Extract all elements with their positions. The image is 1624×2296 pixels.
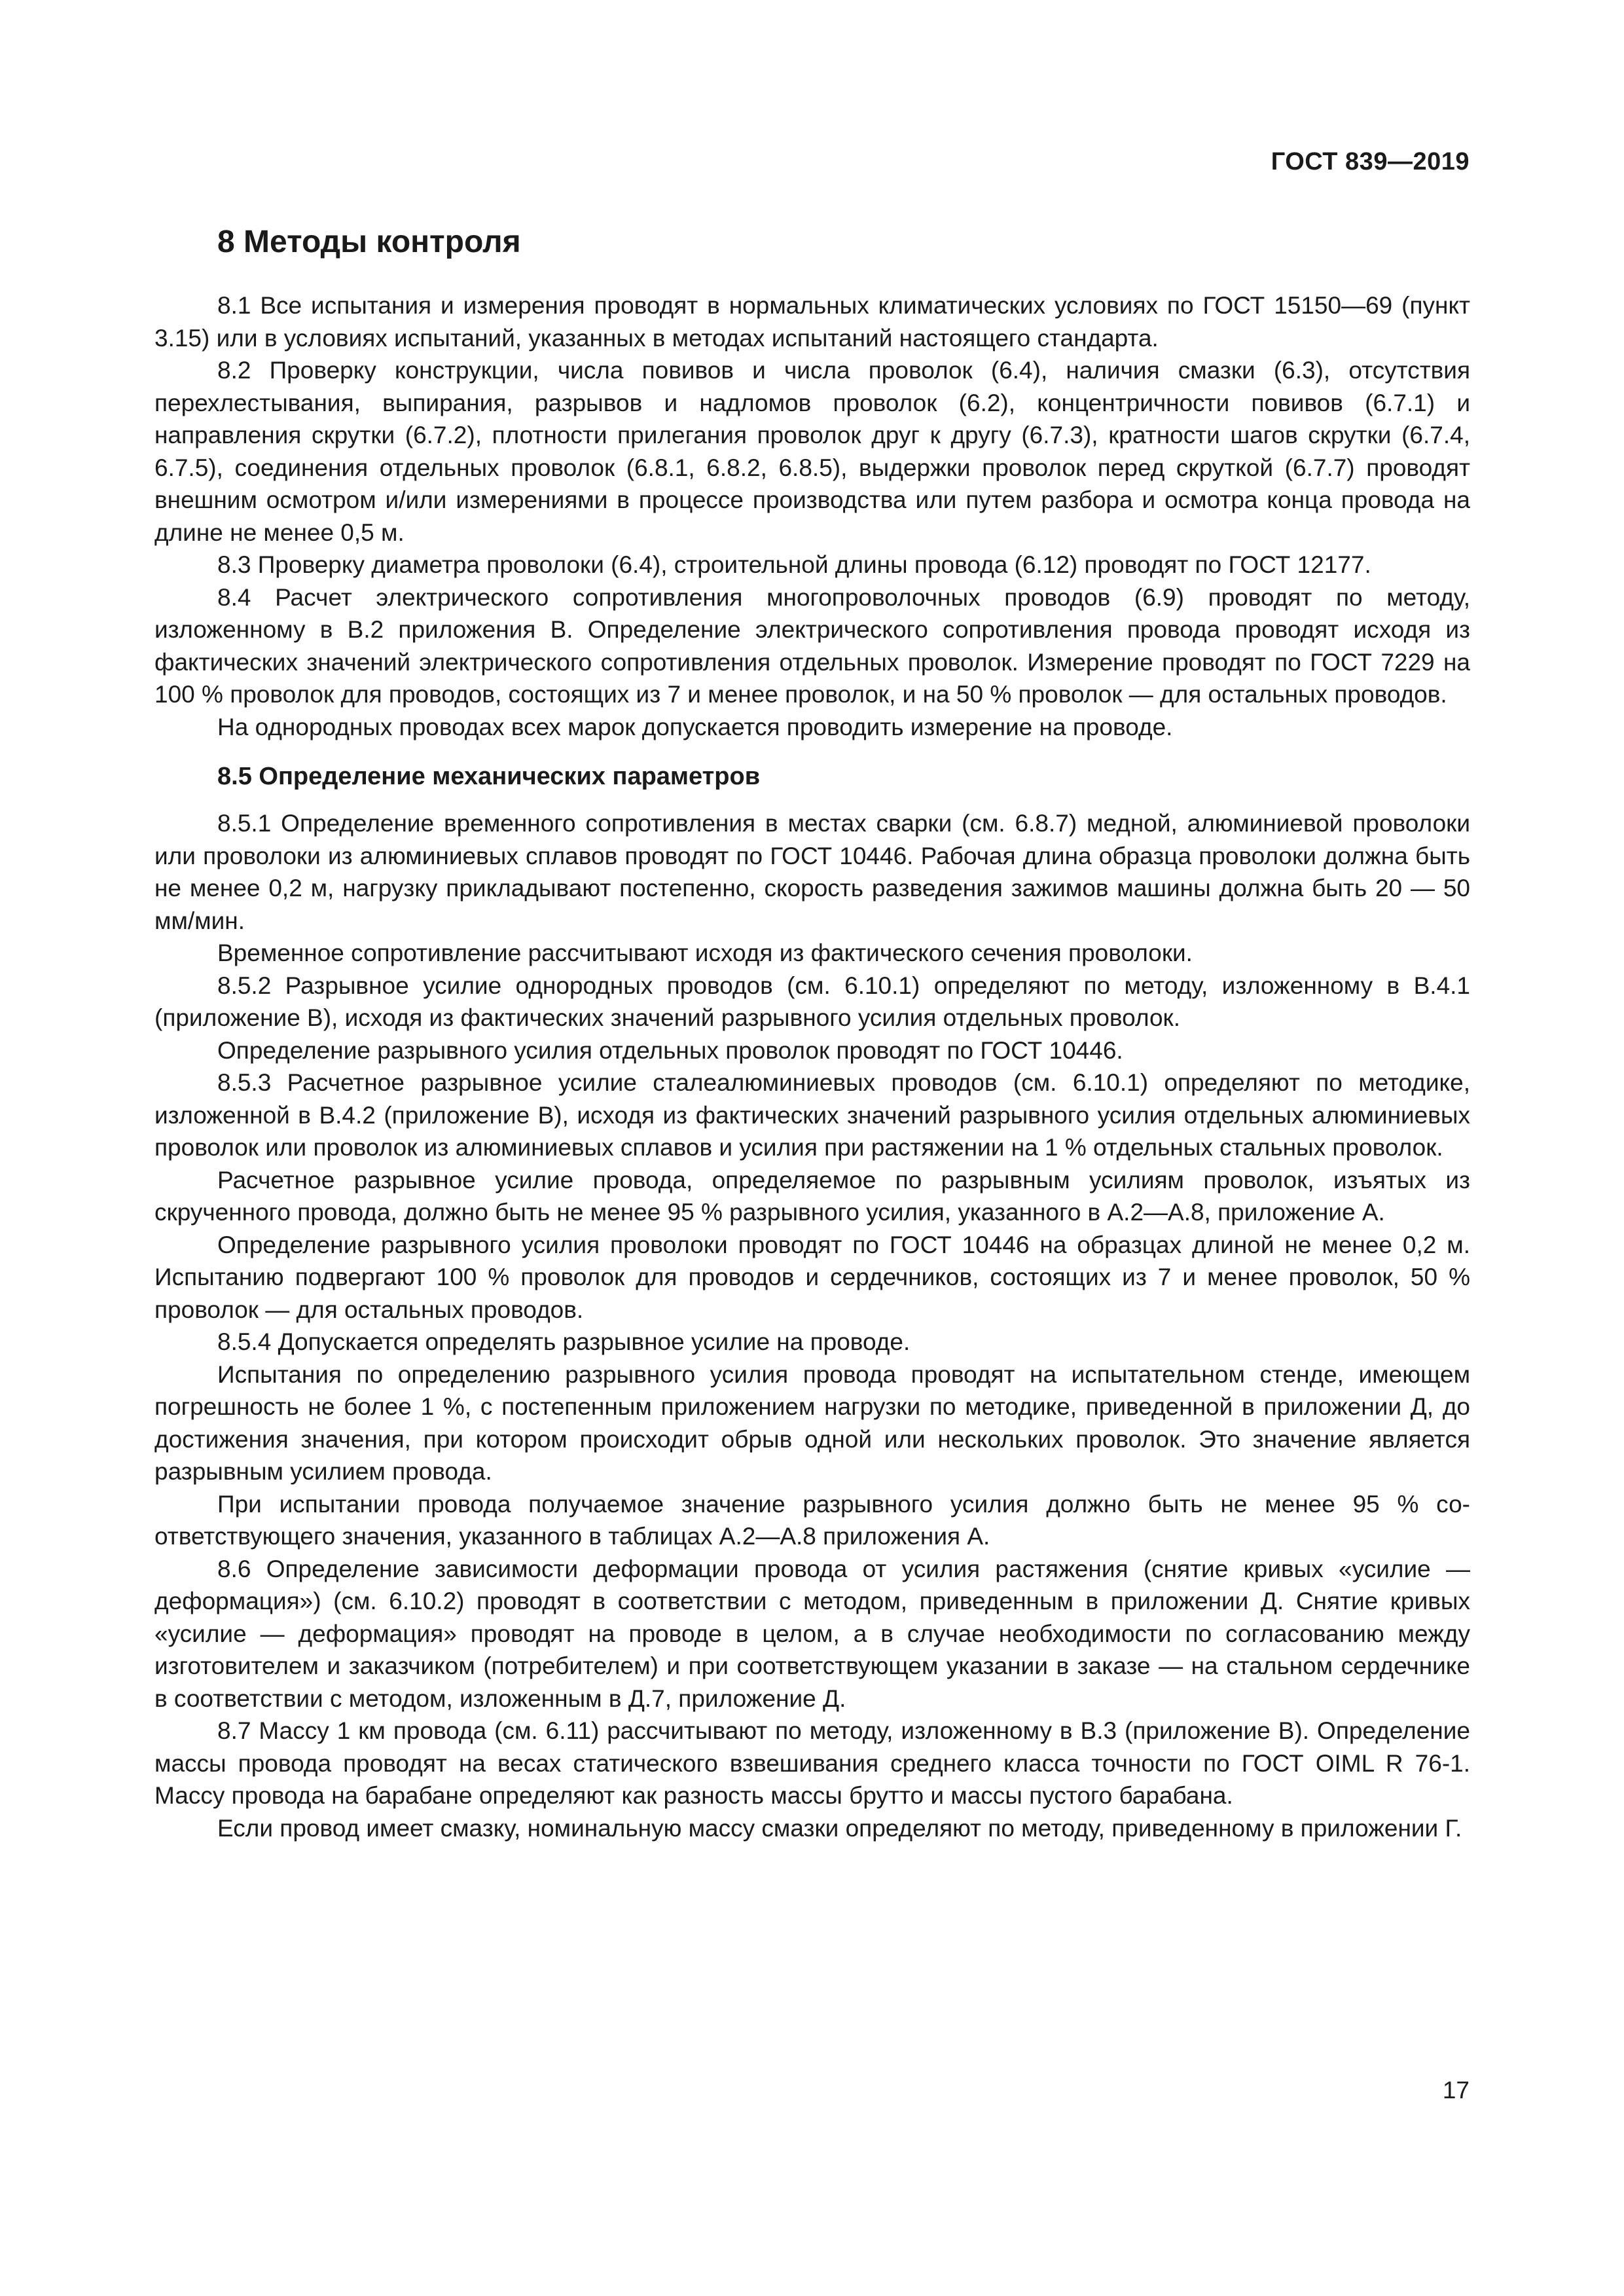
- paragraph-8-5-4-result: При испытании провода получаемое значение разрывного усилия должно быть не менее 95 % соответствующего значения, указанного в таблицах А.2—А.8 приложения А.: [154, 1490, 1470, 1550]
- paragraph-8-7: 8.7 Массу 1 км провода (см. 6.11) рассчитывают по методу, изложенному в В.3 (приложение В). Определение массы провода проводят на весах статического взвешивания среднего класса точности по ГОСТ OIML R 76-1. Массу провода на барабане определяют как разность массы брутто и массы пустого барабана.: [154, 1717, 1470, 1809]
- document-body: [154, 223, 1470, 1844]
- paragraph-8-5-1-note: Временное сопротивление рассчитывают исходя из фактического сечения проволоки.: [217, 939, 1193, 966]
- paragraph-8-1: 8.1 Все испытания и измерения проводят в нормальных климатических условиях по ГОСТ 15150—69 (пункт 3.15) или в условиях испытаний, указанных в методах испытаний настоящего стандарта.: [154, 292, 1470, 352]
- paragraph-8-5-3-test: Определение разрывного усилия проволоки проводят по ГОСТ 10446 на образцах длиной не менее 0,2 м. Испытанию подвергают 100 % проволок для проводов и сердечников, состоящих из 7 и менее проволок, 50 % проволок — для остальных проводов.: [154, 1231, 1470, 1323]
- paragraph-8-3: 8.3 Проверку диаметра проволоки (6.4), строительной длины провода (6.12) проводят по ГОСТ 12177.: [217, 551, 1371, 578]
- section-title: 8 Методы контроля: [217, 225, 521, 259]
- paragraph-8-5-2-note: Определение разрывного усилия отдельных проволок проводят по ГОСТ 10446.: [217, 1036, 1123, 1064]
- paragraph-8-5-4-method: Испытания по определению разрывного усилия провода проводят на испытательном стенде, имеющем погрешность не более 1 %, с постепенным приложением нагрузки по методике, приведенной в приложении Д, до достижения значения, при котором происходит обрыв одной или нескольких проволок. Это значение является разрывным усилием провода.: [154, 1360, 1470, 1485]
- document-code: ГОСТ 839—2019: [1271, 148, 1470, 175]
- subsection-title: 8.5 Определение механических параметров: [217, 763, 761, 790]
- paragraph-8-5-2: 8.5.2 Разрывное усилие однородных проводов (см. 6.10.1) определяют по методу, изложенному в В.4.1 (приложение В), исходя из фактических значений разрывного усилия отдельных проволок.: [154, 972, 1470, 1031]
- paragraph-8-4-note: На однородных проводах всех марок допускается проводить измерение на проводе.: [217, 713, 1173, 740]
- paragraph-8-5-1: 8.5.1 Определение временного сопротивления в местах сварки (см. 6.8.7) медной, алюминиевой проволоки или проволоки из алюминиевых сплавов проводят по ГОСТ 10446. Рабочая длина образца проволоки должна быть не менее 0,2 м, нагрузку прикладывают постепенно, скорость разведения зажимов машины должна быть 20 — 50 мм/мин.: [154, 810, 1470, 934]
- paragraph-8-5-3: 8.5.3 Расчетное разрывное усилие сталеалюминиевых проводов (см. 6.10.1) определяют по методике, изложенной в В.4.2 (приложение В), исходя из фактических значений разрывного усилия отдельных алюминиевых проволок или проволок из алюминиевых сплавов и усилия при растяжении на 1 % отдельных стальных проволок.: [154, 1069, 1470, 1161]
- paragraph-8-7-note: Если провод имеет смазку, номинальную массу смазки определяют по методу, приведенному в приложении Г.: [217, 1814, 1462, 1842]
- paragraph-8-6: 8.6 Определение зависимости деформации провода от усилия растяжения (снятие кривых «усилие — деформация») (см. 6.10.2) проводят в соответствии с методом, приведенным в приложении Д. Снятие кривых «усилие — деформация» проводят на проводе в целом, а в случае необходимости по согласованию между изготовителем и заказчиком (потребителем) и при соответствующем указании в заказе — на стальном сердечнике в соответствии с методом, изложенным в Д.7, приложение Д.: [154, 1555, 1470, 1712]
- page-number: 17: [1442, 2077, 1470, 2104]
- paragraph-8-2: 8.2 Проверку конструкции, числа повивов и числа проволок (6.4), наличия смазки (6.3), отсутствия перехлестывания, выпирания, разрывов и надломов проволок (6.2), концентричности повивов (6.7.1) и направления скрутки (6.7.2), плотности прилегания проволок друг к другу (6.7.3), кратности шагов скрутки (6.7.4, 6.7.5), соединения отдельных проволок (6.8.1, 6.8.2, 6.8.5), выдержки проволок перед скруткой (6.7.7) проводят внешним осмотром и/или измерениями в процессе производства или путем разбора и осмотра конца провода на длине не менее 0,5 м.: [154, 357, 1470, 546]
- paragraph-8-5-4: 8.5.4 Допускается определять разрывное усилие на проводе.: [217, 1328, 911, 1355]
- paragraph-8-5-3-calc: Расчетное разрывное усилие провода, определяемое по разрывным усилиям проволок, изъятых из скрученного провода, должно быть не менее 95 % разрывного усилия, указанного в А.2—А.8, приложение А.: [154, 1166, 1470, 1226]
- paragraph-8-4: 8.4 Расчет электрического сопротивления многопроволочных проводов (6.9) проводят по методу, изложенному в В.2 приложения В. Определение электрического сопротивления провода проводят исходя из фактических значений электрического сопротивления отдельных проволок. Измерение проводят по ГОСТ 7229 на 100 % проволок для проводов, состоящих из 7 и менее проволок, и на 50 % проволок — для остальных проводов.: [154, 583, 1470, 708]
